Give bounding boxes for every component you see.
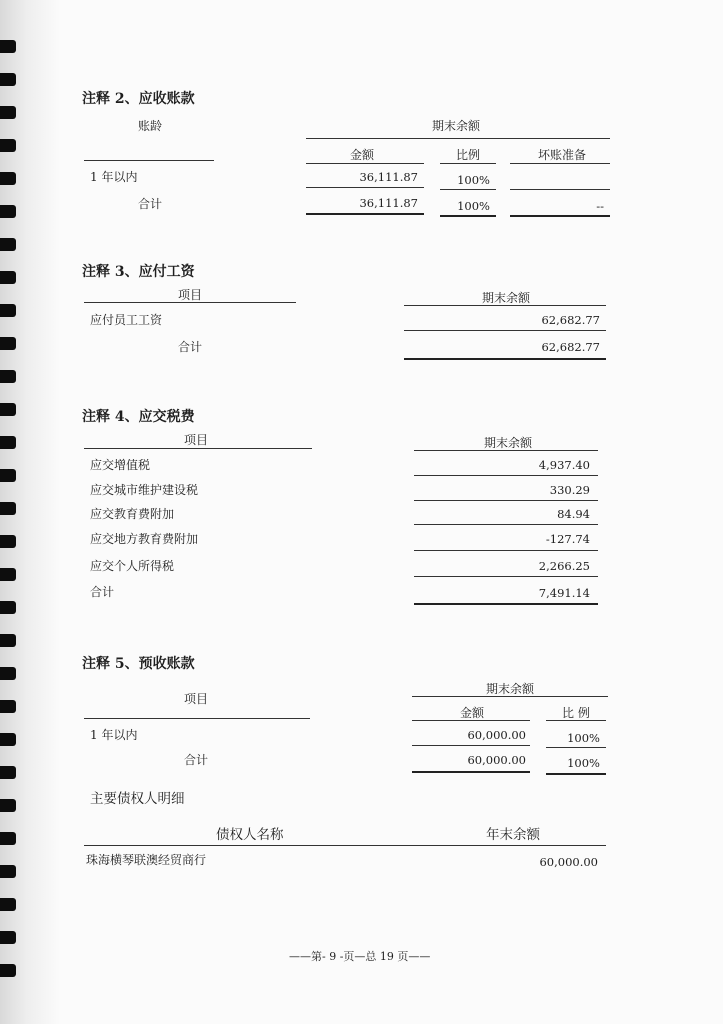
note5-col-item: 项目	[184, 692, 209, 706]
note4-row-label: 应交增值税	[90, 458, 151, 472]
note4-row-amount: 2,266.25	[538, 559, 590, 573]
note3-total-label: 合计	[178, 340, 203, 354]
note2-row-ratio: 100%	[457, 173, 490, 187]
creditors-row-name: 珠海横琴联澳经贸商行	[86, 853, 207, 867]
note5-total-ratio: 100%	[567, 756, 600, 770]
binding-hole	[0, 370, 16, 383]
total-rule	[546, 773, 606, 775]
note2-total-ratio: 100%	[457, 199, 490, 213]
note4-row-amount: 330.29	[549, 483, 590, 497]
total-rule	[306, 213, 424, 215]
note5-total-amount: 60,000.00	[467, 753, 526, 767]
binding-hole	[0, 502, 16, 515]
row-rule	[510, 189, 610, 190]
note4-row-label: 应交教育费附加	[90, 507, 175, 521]
row-rule	[306, 187, 424, 188]
note3-col-item: 项目	[178, 288, 203, 302]
note5-col-amount: 金额	[460, 706, 485, 720]
total-rule	[404, 358, 606, 360]
binding-hole	[0, 403, 16, 416]
binding-hole	[0, 535, 16, 548]
note5-title: 注释 5、预收账款	[82, 656, 195, 672]
note4-total-label: 合计	[90, 585, 115, 599]
binding-hole	[0, 73, 16, 86]
note4-row-amount: -127.74	[545, 532, 590, 546]
note5-total-label: 合计	[184, 753, 209, 767]
binding-hole	[0, 106, 16, 119]
note2-row-amount: 36,111.87	[359, 170, 418, 184]
binding-hole	[0, 766, 16, 779]
note2-header-rule-ratio	[440, 163, 496, 164]
note3-header-rule-right	[404, 305, 606, 306]
note4-row-amount: 84.94	[557, 507, 590, 521]
note5-group-rule	[412, 696, 608, 697]
note3-row-amount: 62,682.77	[541, 313, 600, 327]
note5-row-label: 1 年以内	[90, 728, 138, 742]
note5-row-amount: 60,000.00	[467, 728, 526, 742]
note2-header-rule-bad	[510, 163, 610, 164]
binding-hole	[0, 337, 16, 350]
note2-total-label: 合计	[138, 197, 163, 211]
note4-row-label: 应交城市维护建设税	[90, 483, 199, 497]
creditors-col-balance: 年末余额	[486, 827, 540, 843]
binding-hole	[0, 832, 16, 845]
binding-hole	[0, 469, 16, 482]
binding-hole	[0, 601, 16, 614]
row-rule	[414, 475, 598, 476]
binding-hole	[0, 898, 16, 911]
note2-col-bad: 坏账准备	[538, 148, 587, 162]
row-rule	[414, 524, 598, 525]
total-rule	[412, 771, 530, 773]
note4-row-amount: 4,937.40	[538, 458, 590, 472]
binding-hole	[0, 172, 16, 185]
row-rule	[414, 500, 598, 501]
note3-total-amount: 62,682.77	[541, 340, 600, 354]
note4-total-amount: 7,491.14	[538, 586, 590, 600]
page-footer: ——第- 9 -页—总 19 页——	[289, 950, 431, 963]
binding-hole	[0, 733, 16, 746]
note2-col-amount: 金额	[350, 148, 375, 162]
row-rule	[404, 330, 606, 331]
binding-hole	[0, 238, 16, 251]
row-rule	[412, 745, 530, 746]
note5-row-ratio: 100%	[567, 731, 600, 745]
creditors-title: 主要债权人明细	[90, 791, 185, 807]
note3-header-rule-left	[84, 302, 296, 303]
row-rule	[414, 550, 598, 551]
creditors-row-amount: 60,000.00	[539, 855, 598, 869]
binding-hole	[0, 205, 16, 218]
note4-col-balance: 期末余额	[484, 436, 533, 450]
note4-row-label: 应交地方教育费附加	[90, 532, 199, 546]
note5-header-rule-ratio	[546, 720, 606, 721]
note3-title: 注释 3、应付工资	[82, 264, 195, 280]
row-rule	[414, 576, 598, 577]
row-rule	[440, 189, 496, 190]
note2-col-age: 账龄	[138, 119, 163, 133]
note2-col-group: 期末余额	[432, 119, 481, 133]
note3-row-label: 应付员工工资	[90, 313, 163, 327]
note2-total-amount: 36,111.87	[359, 196, 418, 210]
note5-header-rule-left	[84, 718, 310, 719]
total-rule	[414, 603, 598, 605]
binding-hole	[0, 865, 16, 878]
note4-header-rule-right	[414, 450, 598, 451]
binding-hole	[0, 271, 16, 284]
note4-title: 注释 4、应交税费	[82, 409, 195, 425]
note5-col-ratio: 比 例	[562, 706, 590, 720]
note2-group-rule	[306, 138, 610, 139]
binding-hole	[0, 568, 16, 581]
binding-hole	[0, 40, 16, 53]
note4-header-rule-left	[84, 448, 312, 449]
note2-header-rule-amount	[306, 163, 424, 164]
total-rule	[510, 215, 610, 217]
binding-hole	[0, 931, 16, 944]
binding-hole	[0, 634, 16, 647]
note2-row-label: 1 年以内	[90, 170, 138, 184]
note5-col-group: 期末余额	[486, 682, 535, 696]
note5-header-rule-amount	[412, 720, 530, 721]
row-rule	[546, 747, 606, 748]
binding-hole	[0, 436, 16, 449]
creditors-header-rule	[84, 845, 606, 846]
binding-hole	[0, 700, 16, 713]
note3-col-balance: 期末余额	[482, 291, 531, 305]
binding-hole	[0, 304, 16, 317]
note2-header-rule-left	[84, 160, 214, 161]
binding-hole	[0, 799, 16, 812]
note4-row-label: 应交个人所得税	[90, 559, 175, 573]
total-rule	[440, 215, 496, 217]
note2-total-bad: --	[596, 199, 604, 213]
binding-hole	[0, 964, 16, 977]
note2-col-ratio: 比例	[456, 148, 481, 162]
binding-hole	[0, 139, 16, 152]
creditors-col-name: 债权人名称	[216, 827, 284, 843]
note4-col-item: 项目	[184, 433, 209, 447]
note2-title: 注释 2、应收账款	[82, 91, 195, 107]
binding-hole	[0, 667, 16, 680]
